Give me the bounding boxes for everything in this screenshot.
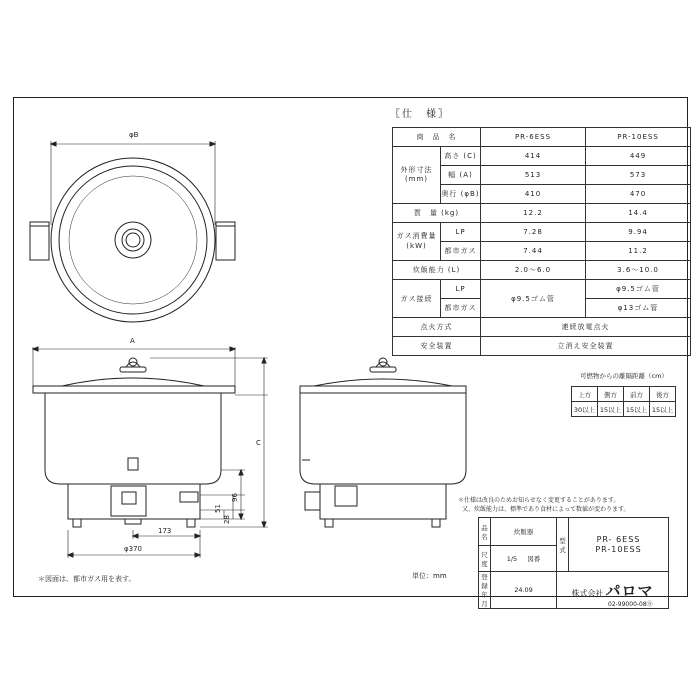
spec-depth-v1: 410 [481,185,586,204]
spec-depth-v2: 470 [586,185,691,204]
spec-width-v1: 513 [481,166,586,185]
spec-table [392,127,691,356]
spec-model1: PR-6ESS [481,128,586,147]
clr-v-2: 15以上 [624,402,650,417]
tb-scale-value: 1/5 [506,555,518,563]
spec-gas-city-v1: 7.44 [481,242,586,261]
clr-h-3: 後方 [650,387,676,402]
spec-width-label: 幅 (A) [441,166,481,185]
spec-title: 〖仕 様〗 [390,109,450,120]
tb-date-value: 24.09 [491,572,557,609]
dim-phi370: φ370 [124,545,142,553]
tb-fig-label: 図番 [527,555,541,563]
tb-name-label: 品名 [479,518,491,546]
tb-scale-label: 尺度 [479,546,491,572]
tb-type-value-1: PR- 6ESS [596,534,641,544]
spec-capacity-label: 炊飯能力 (L) [393,261,481,280]
spec-height-label: 高さ (C) [441,147,481,166]
spec-safety-label: 安全装置 [393,337,481,356]
dim-C: C [256,439,261,447]
spec-conn-city-label: 都市ガス [441,299,481,318]
spec-ignition-label: 点火方式 [393,318,481,337]
spec-capacity-v2: 3.6～10.0 [586,261,691,280]
spec-capacity-v1: 2.0～6.0 [481,261,586,280]
spec-conn-v1: φ9.5ゴム管 [481,280,586,318]
spec-conn-lp-v2: φ9.5ゴム管 [586,280,691,299]
tb-type-label: 型式 [557,518,569,572]
clr-h-0: 上方 [572,387,598,402]
note-right-1: ＊仕様は改良のためお知らせなく変更することがあります。 [458,497,620,504]
note-right-2: 又、炊飯能力は、標準であり食材によって数値が変わります。 [462,506,630,513]
spec-mass-v2: 14.4 [586,204,691,223]
dim-28: 28 [222,515,231,524]
dim-51: 51 [213,504,222,513]
spec-ignition-value: 連続放電点火 [481,318,691,337]
dim-phiB: φB [129,131,139,139]
doc-number: 02-99000-08Ⓑ [608,601,653,608]
front-view [33,347,268,558]
clearance-title: 可燃物からの離隔距離（cm） [580,372,668,380]
side-view [300,358,466,527]
spec-mass-v1: 12.2 [481,204,586,223]
clearance-table [571,386,676,417]
title-block [478,517,669,609]
tb-company: 株式会社 [571,588,604,598]
clr-v-3: 15以上 [650,402,676,417]
top-view [30,141,235,322]
spec-gas-lp-v1: 7.28 [481,223,586,242]
spec-width-v2: 573 [586,166,691,185]
spec-safety-value: 立消え安全装置 [481,337,691,356]
spec-conn-city-v2: φ13ゴム管 [586,299,691,318]
spec-dims-group: 外形寸法 (mm) [393,147,441,204]
tb-type-value-2: PR-10ESS [595,544,642,554]
unit-note: 単位：mm [412,572,447,580]
dim-96: 96 [230,493,239,502]
spec-mass-label: 質 量 (kg) [393,204,481,223]
spec-conn-group: ガス接続 [393,280,441,318]
tb-type-value [569,518,669,572]
paloma-logo: パロマ [605,581,654,600]
spec-height-v2: 449 [586,147,691,166]
spec-height-v1: 414 [481,147,586,166]
dim-A: A [130,337,135,345]
clr-v-0: 30以上 [572,402,598,417]
spec-depth-label: 奥行 (φB) [441,185,481,204]
spec-model2: PR-10ESS [586,128,691,147]
clr-h-1: 側方 [598,387,624,402]
tb-date-label: 登録年月 [479,572,491,609]
spec-gas-lp-label: LP [441,223,481,242]
dim-173: 173 [158,527,172,535]
spec-gas-city-label: 都市ガス [441,242,481,261]
note-left: ＊図面は、都市ガス用を表す。 [38,575,136,583]
tb-name-value: 炊飯器 [491,518,557,546]
clr-v-1: 15以上 [598,402,624,417]
spec-gas-city-v2: 11.2 [586,242,691,261]
spec-header-label: 商 品 名 [393,128,481,147]
spec-gas-lp-v2: 9.94 [586,223,691,242]
spec-gas-group: ガス消費量 (kW) [393,223,441,261]
clr-h-2: 前方 [624,387,650,402]
spec-conn-lp-label: LP [441,280,481,299]
tb-scale-cell [491,546,557,572]
